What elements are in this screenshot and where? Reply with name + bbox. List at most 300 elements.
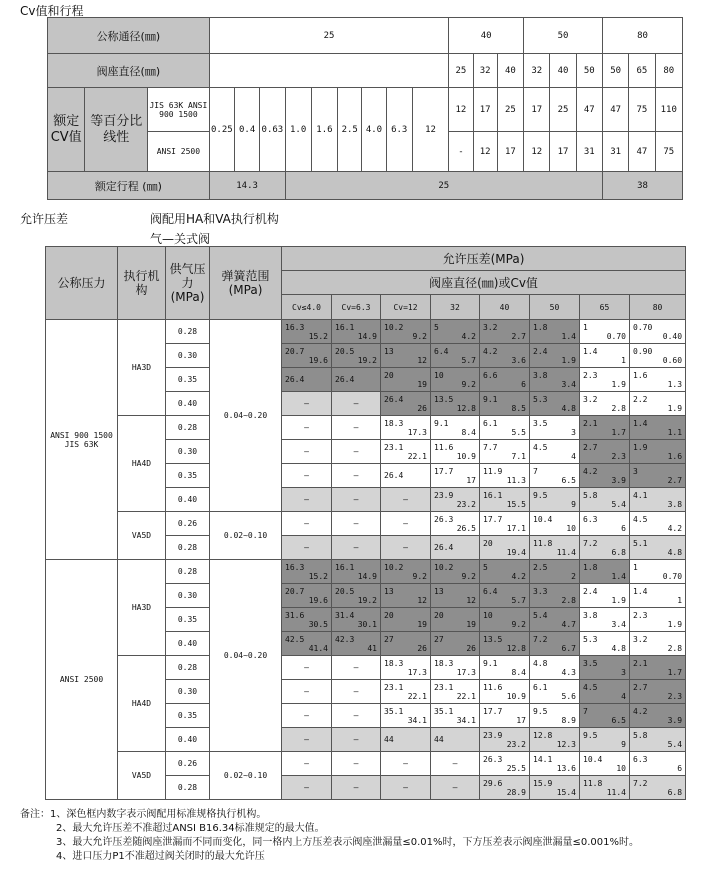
dp-upper: 5.8 <box>633 730 648 740</box>
dp-cell <box>630 656 686 680</box>
supply-cell: 0.35 <box>166 704 210 728</box>
dp-lower: 26 <box>466 643 476 653</box>
dp-upper: 5 <box>483 562 488 572</box>
dp-upper: 26.3 <box>483 754 503 764</box>
dp-lower: 30.5 <box>308 619 328 629</box>
dp-lower: 19 <box>417 379 427 389</box>
jis-cv: 47 <box>602 88 628 132</box>
dp-upper: 3.2 <box>583 394 598 404</box>
dp-cell <box>381 416 431 440</box>
small-cv: 2.5 <box>338 88 362 172</box>
dp-cell <box>431 320 480 344</box>
supply-cell: 0.28 <box>166 416 210 440</box>
dp-lower: 22.1 <box>456 691 476 701</box>
seat-value: 40 <box>497 54 523 88</box>
jis-cv: 17 <box>473 88 497 132</box>
travel-value: 25 <box>285 172 602 200</box>
dp-lower: 1 <box>621 355 626 365</box>
dp-lower: 13.6 <box>556 763 576 773</box>
dp-cell <box>630 680 686 704</box>
dp-lower: 15.2 <box>308 571 328 581</box>
dp-cell <box>530 584 580 608</box>
dp-upper: 14.1 <box>533 754 553 764</box>
dp-cell <box>580 560 630 584</box>
dp-lower: 1.7 <box>667 667 683 677</box>
dp-upper: 3 <box>633 466 638 476</box>
ansi-cv: 47 <box>629 132 655 172</box>
dp-cell <box>480 440 530 464</box>
dp-lower: 0.70 <box>606 331 626 341</box>
dp-upper: 20 <box>384 370 394 380</box>
dp-upper: – <box>403 519 408 528</box>
dp-upper: 13 <box>384 346 394 356</box>
dp-lower: 10.9 <box>506 691 526 701</box>
dp-lower: 19 <box>466 619 476 629</box>
dp-lower: 2.8 <box>561 595 576 605</box>
dp-cell <box>530 512 580 536</box>
dp-lower: 26 <box>417 643 427 653</box>
dp-cell <box>282 608 332 632</box>
dp-cell <box>381 488 431 512</box>
dp-upper: 31.6 <box>285 610 305 620</box>
dp-upper: – <box>304 447 309 456</box>
dp-lower: 4.2 <box>511 571 526 581</box>
dp-cell <box>480 632 530 656</box>
dp-cell <box>480 536 530 560</box>
dp-lower: 6.5 <box>561 475 576 485</box>
ansi-cv: 12 <box>524 132 550 172</box>
spring-range-cell: 0.02~0.10 <box>210 752 282 800</box>
dp-lower: 10 <box>616 763 626 773</box>
ansi-cv: 17 <box>497 132 523 172</box>
dp-cell <box>282 512 332 536</box>
dp-lower: 10.9 <box>456 451 476 461</box>
dp-upper: 3.2 <box>483 322 498 332</box>
dp-upper: 3.2 <box>633 634 648 644</box>
dp-lower: 1.7 <box>611 427 626 437</box>
dp-lower: 0.70 <box>662 571 683 581</box>
dp-lower: 9 <box>571 499 576 509</box>
dp-upper: 1 <box>583 322 588 332</box>
actuator-cell: HA3D <box>118 320 166 416</box>
dp-upper: – <box>353 735 359 744</box>
dp-lower: 17.3 <box>407 427 427 437</box>
dp-cell <box>431 704 480 728</box>
seat-value: 32 <box>473 54 497 88</box>
dp-upper: 17.7 <box>483 514 503 524</box>
nominal-pressure-header: 公称压力 <box>46 247 118 320</box>
dp-upper: – <box>304 687 309 696</box>
dp-lower: 26 <box>417 403 427 413</box>
dp-cell <box>530 440 580 464</box>
dp-lower: 5.7 <box>511 595 526 605</box>
dp-cell <box>431 536 480 560</box>
dp-upper: 20 <box>483 538 493 548</box>
dp-lower: 3.9 <box>667 715 683 725</box>
dp-cell <box>282 728 332 752</box>
dp-upper: 7 <box>533 466 538 476</box>
dp-upper: 4.1 <box>633 490 648 500</box>
actuator-cell: VA5D <box>118 752 166 800</box>
dp-upper: – <box>304 519 309 528</box>
dp-upper: – <box>403 543 408 552</box>
dp-upper: 5.1 <box>633 538 648 548</box>
supply-cell: 0.30 <box>166 680 210 704</box>
dp-upper: 11.8 <box>533 538 553 548</box>
dp-lower: 4.8 <box>667 547 683 557</box>
dp-cell <box>431 752 480 776</box>
dp-cell <box>630 632 686 656</box>
seat-value: 80 <box>655 54 682 88</box>
dp-upper: 1.8 <box>533 322 548 332</box>
dp-cell <box>580 320 630 344</box>
dp-upper: 9.5 <box>533 490 548 500</box>
seat-cv-header: 阀座直径(㎜)或Cv值 <box>282 271 686 295</box>
dp-cell <box>332 584 381 608</box>
dp-upper: 23.9 <box>483 730 503 740</box>
dp-cell <box>480 368 530 392</box>
dp-lower: 5.7 <box>461 355 476 365</box>
jis-cv: 17 <box>524 88 550 132</box>
dp-upper: – <box>304 495 309 504</box>
dp-lower: 6 <box>677 763 683 773</box>
seat-value: 50 <box>602 54 628 88</box>
dp-upper: 16.3 <box>285 322 305 332</box>
dp-cell <box>480 704 530 728</box>
dp-cell <box>332 536 381 560</box>
dp-cell <box>580 536 630 560</box>
dp-upper: – <box>353 519 359 528</box>
dp-upper: 2.7 <box>633 682 648 692</box>
nominal-80: 80 <box>602 18 682 54</box>
pressure-diff-table <box>45 246 686 800</box>
dp-cell <box>332 320 381 344</box>
dp-upper: 10 <box>434 370 444 380</box>
dp-lower: 17.3 <box>407 667 427 677</box>
dp-lower: 19.2 <box>357 355 377 365</box>
actuator-cell: HA4D <box>118 416 166 512</box>
dp-cell <box>282 584 332 608</box>
dp-upper: 4.5 <box>633 514 648 524</box>
dp-upper: – <box>353 783 359 792</box>
note-1: 备注：1、深色框内数字表示阀配用标准规格执行机构。 <box>20 809 267 820</box>
dp-lower: 17.1 <box>506 523 526 533</box>
dp-upper: – <box>452 783 458 792</box>
supply-cell: 0.40 <box>166 728 210 752</box>
dp-cell <box>530 392 580 416</box>
dp-lower: 15.4 <box>556 787 576 797</box>
dp-upper: 2.3 <box>633 610 648 620</box>
dp-lower: 1.9 <box>611 595 626 605</box>
dp-lower: 9.2 <box>461 379 476 389</box>
spring-range-cell: 0.02~0.10 <box>210 512 282 560</box>
supply-cell: 0.26 <box>166 752 210 776</box>
dp-cell <box>530 560 580 584</box>
jis-cv: 110 <box>655 88 682 132</box>
dp-lower: 14.9 <box>357 571 377 581</box>
spring-range-header: 弹簧范围(MPa) <box>210 247 282 320</box>
actuator-cell: HA3D <box>118 560 166 656</box>
dp-upper: 1.9 <box>633 442 648 452</box>
dp-lower: 1.4 <box>611 571 626 581</box>
spring-range-cell: 0.04~0.20 <box>210 320 282 512</box>
dp-cell <box>431 392 480 416</box>
seat-value: 32 <box>524 54 550 88</box>
dp-lower: 0.60 <box>662 355 683 365</box>
dp-lower: 6.8 <box>667 787 683 797</box>
dp-cell <box>332 488 381 512</box>
dp-lower: 9 <box>621 739 626 749</box>
dp-lower: 15.5 <box>506 499 526 509</box>
dp-lower: 19 <box>417 619 427 629</box>
supply-cell: 0.40 <box>166 392 210 416</box>
dp-lower: 23.2 <box>456 499 476 509</box>
actuator-cell: VA5D <box>118 512 166 560</box>
travel-value: 38 <box>602 172 682 200</box>
dp-lower: 7.1 <box>511 451 526 461</box>
cv-section-title: Cv值和行程 <box>20 4 84 18</box>
dp-upper: – <box>353 543 359 552</box>
dp-cell <box>431 440 480 464</box>
col-header: 40 <box>480 295 530 320</box>
dp-upper: 1.4 <box>583 346 598 356</box>
dp-upper: 4.2 <box>483 346 498 356</box>
dp-upper: 35.1 <box>384 706 404 716</box>
jis-cv: 25 <box>497 88 523 132</box>
dp-cell <box>630 320 686 344</box>
dp-cell <box>580 464 630 488</box>
dp-cell <box>282 344 332 368</box>
dp-upper: – <box>304 399 309 408</box>
dp-lower: 26.5 <box>456 523 476 533</box>
supply-cell: 0.40 <box>166 488 210 512</box>
jis-cv: 47 <box>576 88 602 132</box>
dp-upper: 0.70 <box>633 322 653 332</box>
dp-cell <box>282 416 332 440</box>
dp-upper: 7.2 <box>533 634 548 644</box>
dp-cell <box>282 368 332 392</box>
dp-upper: 2.3 <box>583 370 598 380</box>
dp-upper: – <box>304 423 309 432</box>
dp-cell <box>381 560 431 584</box>
dp-cell <box>332 512 381 536</box>
dp-cell <box>580 368 630 392</box>
dp-upper: 2.1 <box>583 418 598 428</box>
dp-upper: – <box>452 759 458 768</box>
dp-upper: 2.4 <box>583 586 598 596</box>
dp-cell <box>580 440 630 464</box>
dp-cell <box>530 416 580 440</box>
dp-cell <box>630 536 686 560</box>
dp-cell <box>431 608 480 632</box>
dp-upper: 6.4 <box>434 346 449 356</box>
note-2: 2、最大允许压差不准超过ANSI B16.34标准规定的最大值。 <box>56 823 325 834</box>
dp-cell <box>332 368 381 392</box>
dp-cell <box>431 344 480 368</box>
dp-cell <box>282 752 332 776</box>
dp-cell <box>630 776 686 800</box>
dp-cell <box>530 608 580 632</box>
dp-upper: 6.1 <box>483 418 498 428</box>
table-row <box>46 656 686 680</box>
dp-lower: 12.8 <box>506 643 526 653</box>
dp-upper: 31.4 <box>335 610 355 620</box>
seat-label: 阀座直径(㎜) <box>48 54 210 88</box>
nominal-label: 公称通径(㎜) <box>48 18 210 54</box>
dp-upper: – <box>353 687 359 696</box>
dp-upper: 23.9 <box>434 490 454 500</box>
col-header: Cv=6.3 <box>332 295 381 320</box>
dp-upper: – <box>403 759 408 768</box>
dp-lower: 8.4 <box>511 667 526 677</box>
dp-lower: 41.4 <box>308 643 328 653</box>
dp-cell <box>630 560 686 584</box>
dp-cell <box>381 536 431 560</box>
dp-upper: 1.8 <box>583 562 598 572</box>
dp-cell <box>480 608 530 632</box>
dp-upper: – <box>304 711 309 720</box>
nominal-40: 40 <box>449 18 524 54</box>
dp-lower: 2.8 <box>667 643 683 653</box>
dp-cell <box>431 776 480 800</box>
table-row <box>46 752 686 776</box>
seat-value: 25 <box>449 54 473 88</box>
dp-lower: 1.6 <box>667 451 683 461</box>
dp-cell <box>480 416 530 440</box>
dp-upper: 17.7 <box>483 706 503 716</box>
dp-cell <box>381 344 431 368</box>
dp-lower: 4 <box>621 691 626 701</box>
col-header: 50 <box>530 295 580 320</box>
dp-cell <box>381 512 431 536</box>
dp-cell <box>381 704 431 728</box>
dp-cell <box>282 776 332 800</box>
dp-lower: 23.2 <box>506 739 526 749</box>
dp-cell <box>480 320 530 344</box>
dp-upper: 20.5 <box>335 346 355 356</box>
dp-lower: 1.3 <box>667 379 683 389</box>
dp-lower: 41 <box>367 643 377 653</box>
dp-cell <box>282 536 332 560</box>
dp-upper: – <box>304 735 309 744</box>
dp-lower: 4.8 <box>611 643 626 653</box>
dp-upper: 26.4 <box>285 375 305 384</box>
dp-upper: 16.1 <box>335 562 355 572</box>
dp-lower: 4.7 <box>561 619 576 629</box>
seat-value: 65 <box>629 54 655 88</box>
dp-lower: 34.1 <box>456 715 476 725</box>
dp-upper: 20.7 <box>285 346 305 356</box>
dp-lower: 5.5 <box>511 427 526 437</box>
dp-lower: 2.8 <box>611 403 626 413</box>
note-3: 3、最大允许压差随阀座泄漏而不同而变化，同一格内上方压差表示阀座泄漏量≤0.01%时，下方压差表示阀座泄漏量≤0.001%时。 <box>56 837 640 848</box>
dp-upper: 5 <box>434 322 439 332</box>
dp-cell <box>580 728 630 752</box>
supply-pressure-header: 供气压力(MPa) <box>166 247 210 320</box>
dp-upper: – <box>304 543 309 552</box>
spring-range-cell: 0.04~0.20 <box>210 560 282 752</box>
dp-cell <box>580 416 630 440</box>
dp-lower: 1.1 <box>667 427 683 437</box>
dp-upper: 20 <box>434 610 444 620</box>
dp-lower: 11.4 <box>606 787 626 797</box>
dp-upper: 2.5 <box>533 562 548 572</box>
actuator-cell: HA4D <box>118 656 166 752</box>
dp-upper: 10.4 <box>533 514 553 524</box>
dp-cell <box>332 344 381 368</box>
dp-lower: 1.9 <box>667 403 683 413</box>
dp-upper: 35.1 <box>434 706 454 716</box>
dp-upper: 9.5 <box>583 730 598 740</box>
dp-cell <box>480 656 530 680</box>
small-cv: 12 <box>412 88 448 172</box>
dp-lower: 9.2 <box>461 571 476 581</box>
dp-lower: 25.5 <box>506 763 526 773</box>
dp-upper: – <box>403 495 408 504</box>
dp-lower: 4.2 <box>667 523 683 533</box>
dp-upper: 4.2 <box>583 466 598 476</box>
travel-label: 额定行程 (㎜) <box>48 172 210 200</box>
supply-cell: 0.28 <box>166 656 210 680</box>
dp-cell <box>381 728 431 752</box>
dp-lower: 8.4 <box>461 427 476 437</box>
dp-cell <box>282 704 332 728</box>
dp-lower: 19.6 <box>308 355 328 365</box>
dp-upper: 2.4 <box>533 346 548 356</box>
small-cv: 0.25 <box>209 88 234 172</box>
linear-label: 等百分比线性 <box>85 88 148 172</box>
dp-lower: 2.7 <box>667 475 683 485</box>
dp-cell <box>282 440 332 464</box>
dp-upper: 10.2 <box>384 322 404 332</box>
supply-cell: 0.28 <box>166 536 210 560</box>
dp-lower: 17.3 <box>456 667 476 677</box>
dp-cell <box>630 752 686 776</box>
dp-cell <box>530 488 580 512</box>
dp-upper: 0.90 <box>633 346 653 356</box>
dp-upper: 18.3 <box>384 418 404 428</box>
dp-cell <box>480 344 530 368</box>
dp-upper: 20 <box>384 610 394 620</box>
dp-cell <box>332 680 381 704</box>
dp-upper: 9.5 <box>533 706 548 716</box>
dp-cell <box>530 704 580 728</box>
dp-upper: 26.4 <box>335 375 355 384</box>
dp-upper: 13.5 <box>434 394 454 404</box>
dp-upper: 3.5 <box>583 658 598 668</box>
dp-upper: 20.7 <box>285 586 305 596</box>
dp-upper: 2.2 <box>633 394 648 404</box>
dp-upper: 5.4 <box>533 610 548 620</box>
dp-upper: 11.9 <box>483 466 503 476</box>
dp-upper: 9.1 <box>483 394 498 404</box>
nominal-50: 50 <box>524 18 603 54</box>
jis-cv: 25 <box>550 88 576 132</box>
dp-lower: 4.2 <box>461 331 476 341</box>
dp-cell <box>480 728 530 752</box>
dp-lower: 3.9 <box>611 475 626 485</box>
dp-upper: 6.3 <box>583 514 598 524</box>
dp-upper: 4.2 <box>633 706 648 716</box>
dp-upper: 23.1 <box>434 682 454 692</box>
dp-lower: 14.9 <box>357 331 377 341</box>
dp-upper: 6.1 <box>533 682 548 692</box>
dp-lower: 2.3 <box>667 691 683 701</box>
dp-cell <box>580 392 630 416</box>
dp-upper: 15.9 <box>533 778 553 788</box>
dp-lower: 6 <box>621 523 626 533</box>
dp-cell <box>332 560 381 584</box>
